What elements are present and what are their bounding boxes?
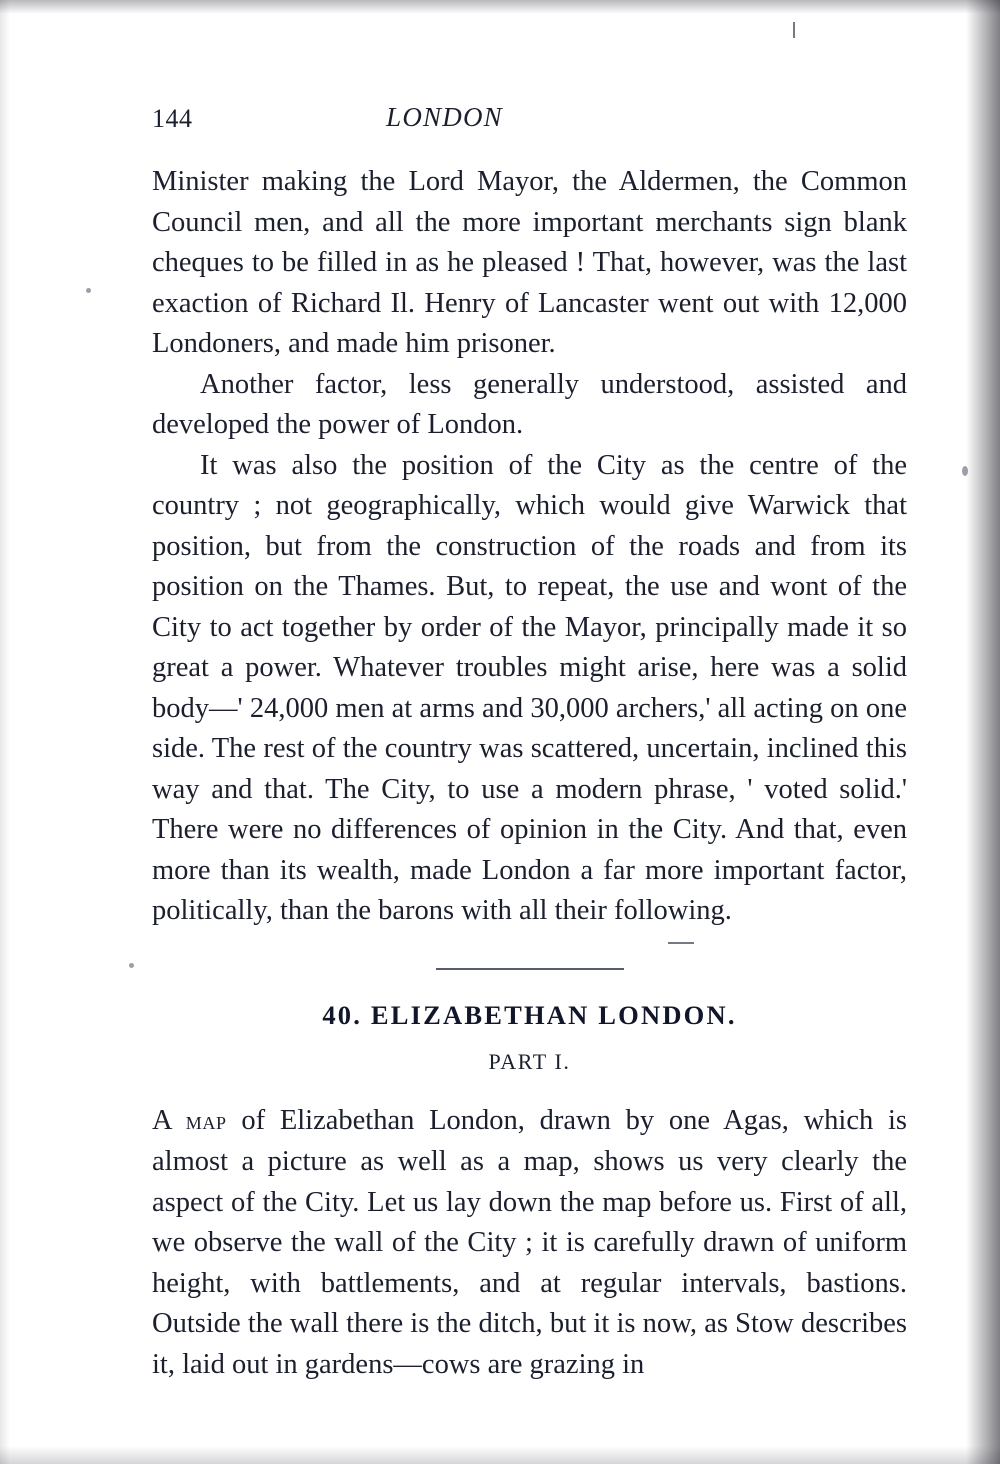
paragraph-section-opening (152, 1101, 907, 1386)
scan-shadow-bottom (0, 1446, 1000, 1464)
page-content (152, 96, 907, 1385)
scan-artifact-speck (962, 466, 968, 476)
folio-number: 144 (152, 104, 193, 133)
scan-artifact-tick (793, 22, 795, 38)
paragraph: Another factor, less generally understood, assisted and developed the power of London. (152, 368, 907, 440)
paragraph: It was also the position of the City as the centre of the country ; not geographically, which would give Warwick that position, but from the construction of the roads and from its position on the Thames. But, to repeat, the use and wont of the City to act together by order of the Mayor, principally made it so great a power. Whatever troubles might arise, here was a solid body—' 24,000 men at arms and 30,000 archers,' all acting on one side. The rest of the country was scattered, uncertain, inclined this way and that. The City, to use a modern phrase, ' voted solid.' There were no differences of opinion in the City. And that, even more than its wealth, made London a far more important factor, politically, than the barons with all their following. (152, 449, 907, 926)
paragraph: Minister making the Lord Mayor, the Aldermen, the Common Council men, and all the more important merchants sign blank cheques to be filled in as he pleased ! That, however, was the last exaction of Richard Il. Henry of Lancaster went out with 12,000 Londoners, and made him prisoner. (152, 166, 907, 359)
scan-artifact-speck (86, 288, 91, 293)
opening-smallcaps-word: map (185, 1107, 227, 1135)
section-heading: 40. ELIZABETHAN LONDON. (322, 999, 737, 1030)
running-head: LONDON (386, 102, 503, 132)
part-label: PART I. (488, 1048, 571, 1074)
page-header (152, 96, 907, 142)
scan-shadow-left (0, 0, 10, 1464)
opening-space (171, 1105, 186, 1136)
opening-initial: A (152, 1104, 172, 1136)
scan-shadow-top (0, 0, 1000, 14)
section-opening-text: of Elizabethan London, drawn by one Agas, which is almost a picture as well as a map, shows us very clearly the aspect of the City. Let us lay down the map before us. First of all, we observe the wall of the City ; it is carefully drawn of uniform height, with battlements, and at regular intervals, bastions. Outside the wall there is the ditch, but it is now, as Stow describes it, laid out in gardens—cows are grazing in (152, 1104, 907, 1380)
section-divider-rule (436, 968, 624, 970)
scan-shadow-right (966, 0, 1000, 1464)
scan-artifact-speck (129, 963, 134, 968)
